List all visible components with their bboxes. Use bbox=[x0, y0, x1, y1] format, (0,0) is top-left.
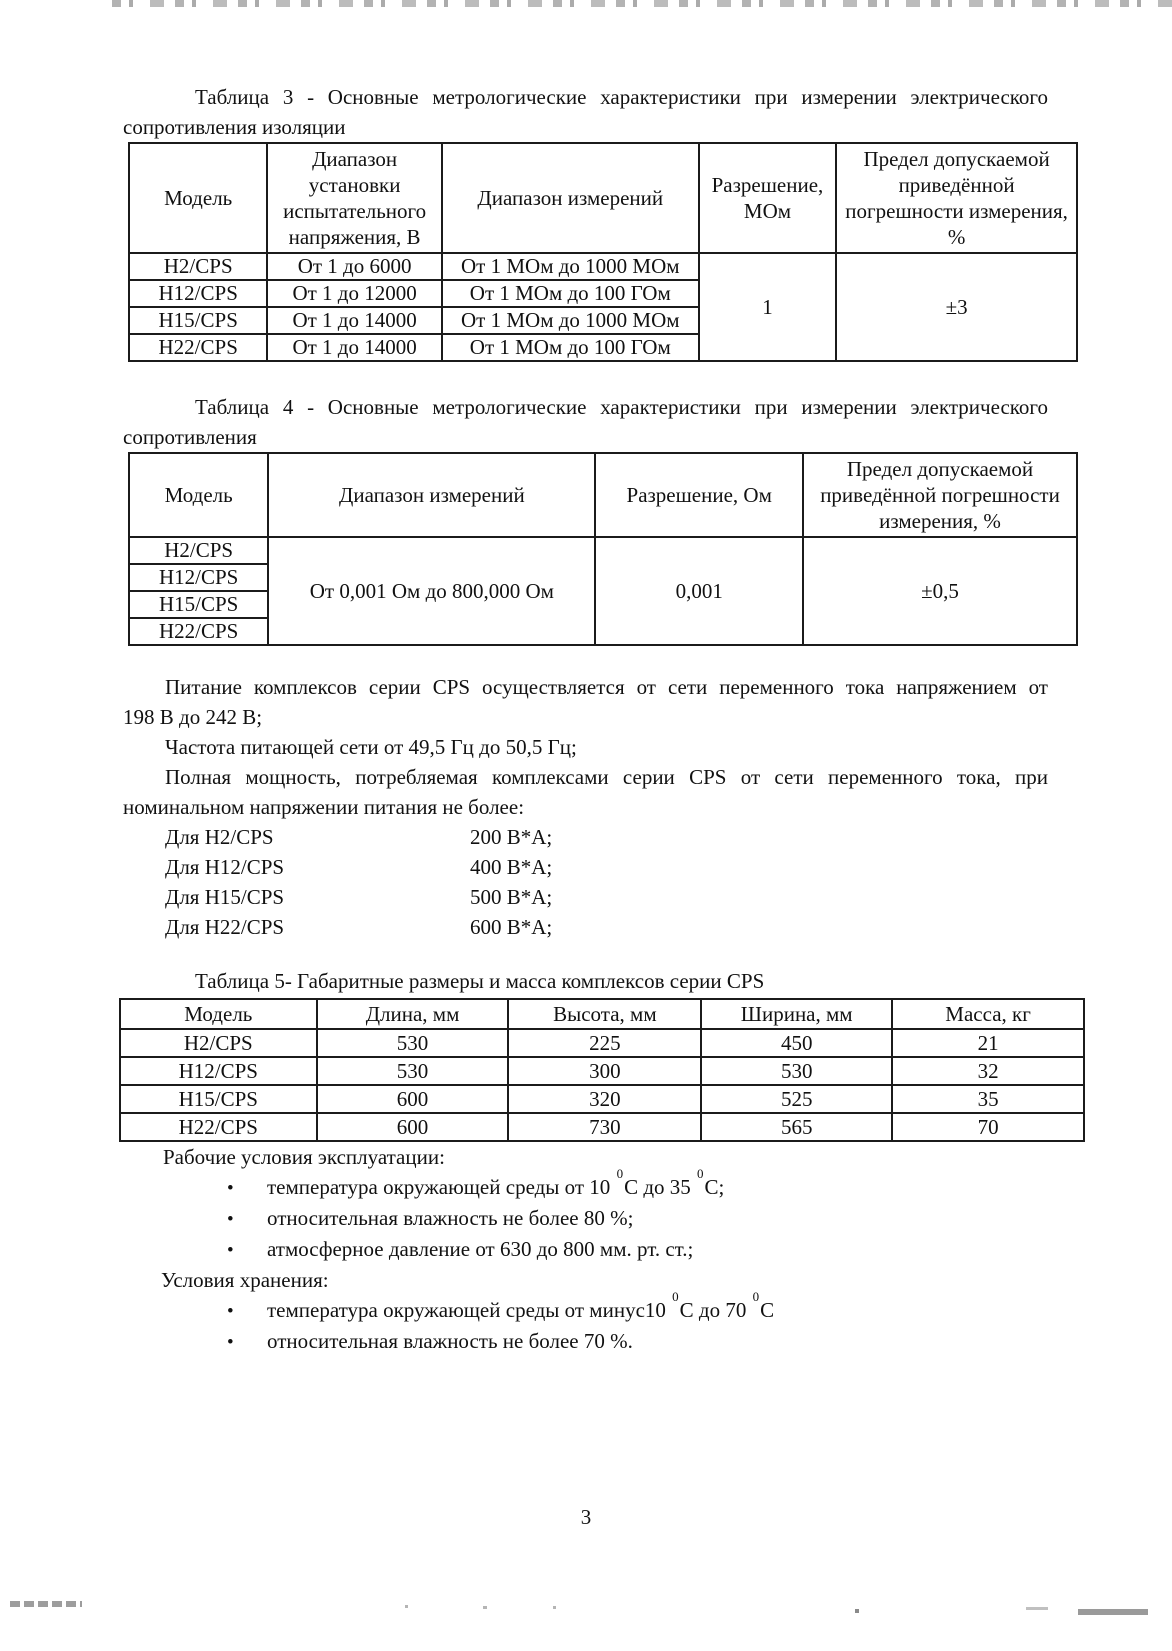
cell-height: 730 bbox=[508, 1113, 701, 1141]
list-item-work-pressure bbox=[123, 1234, 1083, 1265]
storage-conditions-title: Условия хранения: bbox=[161, 1268, 329, 1292]
scan-artifact-top bbox=[112, 0, 1172, 7]
col-header-model: Модель bbox=[120, 999, 317, 1029]
power-value: 600 В*А; bbox=[470, 915, 553, 939]
text-segment: С; bbox=[704, 1175, 725, 1199]
cell-range: От 1 МОм до 1000 МОм bbox=[442, 307, 699, 334]
cell-range: От 1 МОм до 100 ГОм bbox=[442, 280, 699, 307]
table5-dimensions-mass bbox=[119, 998, 1085, 1142]
cell-width: 565 bbox=[701, 1113, 892, 1141]
cell-model: H12/CPS bbox=[129, 564, 268, 591]
cell-height: 300 bbox=[508, 1057, 701, 1085]
text-segment: относительная влажность не более 80 %; bbox=[267, 1206, 634, 1230]
table-row bbox=[129, 537, 1077, 564]
col-header-height: Высота, мм bbox=[508, 999, 701, 1029]
scan-artifact-bottom-left bbox=[10, 1601, 82, 1607]
list-item-work-humidity bbox=[123, 1203, 1083, 1234]
col-header-model: Модель bbox=[129, 453, 268, 537]
cell-width: 525 bbox=[701, 1085, 892, 1113]
table-header-row bbox=[120, 999, 1084, 1029]
cell-model: H15/CPS bbox=[129, 307, 267, 334]
bullet-icon: • bbox=[227, 1301, 234, 1322]
col-header-error-limit: Предел допускаемой приведённой погрешности измерения, % bbox=[803, 453, 1077, 537]
supply-paragraph-line2: 198 В до 242 В; bbox=[123, 705, 263, 729]
cell-mass: 21 bbox=[892, 1029, 1084, 1057]
table-header-row bbox=[129, 453, 1077, 537]
table-header-row bbox=[129, 143, 1077, 253]
col-header-resolution: Разрешение, Ом bbox=[595, 453, 803, 537]
cell-height: 320 bbox=[508, 1085, 701, 1113]
power-paragraph-line1: Полная мощность, потребляемая комплексами серии CPS от сети переменного тока, при bbox=[165, 765, 1048, 789]
power-value: 200 В*А; bbox=[470, 825, 553, 849]
cell-model: H2/CPS bbox=[120, 1029, 317, 1057]
cell-range: От 1 МОм до 1000 МОм bbox=[442, 253, 699, 280]
power-item bbox=[123, 912, 1048, 942]
cell-model: H12/CPS bbox=[129, 280, 267, 307]
power-model-label: Для H15/CPS bbox=[165, 885, 285, 909]
scan-artifact-dot bbox=[405, 1605, 408, 1608]
text-segment: С до 35 bbox=[624, 1175, 697, 1199]
cell-model: H12/CPS bbox=[120, 1057, 317, 1085]
cell-voltage: От 1 до 14000 bbox=[267, 334, 441, 361]
list-item-work-temperature bbox=[123, 1166, 1083, 1203]
cell-height: 225 bbox=[508, 1029, 701, 1057]
table5-caption: Таблица 5- Габаритные размеры и масса комплексов серии CPS bbox=[195, 969, 765, 993]
power-model-label: Для H2/CPS bbox=[165, 825, 274, 849]
power-item bbox=[123, 822, 1048, 852]
bullet-icon: • bbox=[227, 1178, 234, 1199]
superscript: 0 bbox=[616, 1166, 624, 1181]
table3-caption-line1: Таблица 3 - Основные метрологические характеристики при измерении электрического bbox=[195, 85, 1048, 109]
text-segment: температура окружающей среды от минус10 bbox=[267, 1298, 672, 1322]
cell-width: 530 bbox=[701, 1057, 892, 1085]
superscript: 0 bbox=[697, 1166, 704, 1181]
cell-length: 600 bbox=[317, 1113, 509, 1141]
text-segment: относительная влажность не более 70 %. bbox=[267, 1329, 633, 1353]
cell-voltage: От 1 до 14000 bbox=[267, 307, 441, 334]
col-header-resolution: Разрешение, МОм bbox=[699, 143, 836, 253]
bullet-icon: • bbox=[227, 1240, 234, 1261]
superscript: 0 bbox=[672, 1289, 679, 1304]
list-item-storage-humidity bbox=[123, 1326, 1083, 1357]
power-item bbox=[123, 852, 1048, 882]
text-segment: С до 70 bbox=[679, 1298, 752, 1322]
cell-model: H22/CPS bbox=[129, 618, 268, 645]
power-model-label: Для H22/CPS bbox=[165, 915, 285, 939]
table4-caption-line2: сопротивления bbox=[123, 425, 257, 449]
cell-mass: 32 bbox=[892, 1057, 1084, 1085]
cell-mass: 70 bbox=[892, 1113, 1084, 1141]
work-conditions-title: Рабочие условия эксплуатации: bbox=[163, 1145, 445, 1169]
cell-resolution-merged: 1 bbox=[699, 253, 836, 361]
table-row bbox=[129, 253, 1077, 280]
cell-width: 450 bbox=[701, 1029, 892, 1057]
bullet-icon: • bbox=[227, 1209, 234, 1230]
cell-model: H15/CPS bbox=[129, 591, 268, 618]
scan-artifact-dot bbox=[483, 1606, 487, 1609]
col-header-voltage-range: Диапазон установки испытательного напряжения, В bbox=[267, 143, 441, 253]
power-value: 400 В*А; bbox=[470, 855, 553, 879]
cell-error-merged: ±0,5 bbox=[803, 537, 1077, 645]
cell-range-merged: От 0,001 Ом до 800,000 Ом bbox=[268, 537, 595, 645]
table-row bbox=[120, 1029, 1084, 1057]
frequency-line: Частота питающей сети от 49,5 Гц до 50,5 Гц; bbox=[165, 735, 577, 759]
power-paragraph-line2: номинальном напряжении питания не более: bbox=[123, 795, 525, 819]
cell-model: H22/CPS bbox=[120, 1113, 317, 1141]
page-content bbox=[123, 82, 1083, 1357]
col-header-mass: Масса, кг bbox=[892, 999, 1084, 1029]
table3-insulation-resistance bbox=[128, 142, 1078, 362]
cell-error-merged: ±3 bbox=[836, 253, 1077, 361]
cell-voltage: От 1 до 6000 bbox=[267, 253, 441, 280]
cell-resolution-merged: 0,001 bbox=[595, 537, 803, 645]
text-segment: температура окружающей среды от 10 bbox=[267, 1175, 616, 1199]
cell-model: H15/CPS bbox=[120, 1085, 317, 1113]
col-header-width: Ширина, мм bbox=[701, 999, 892, 1029]
cell-length: 530 bbox=[317, 1057, 509, 1085]
text-segment: С bbox=[760, 1298, 775, 1322]
col-header-model: Модель bbox=[129, 143, 267, 253]
power-item bbox=[123, 882, 1048, 912]
cell-voltage: От 1 до 12000 bbox=[267, 280, 441, 307]
cell-length: 530 bbox=[317, 1029, 509, 1057]
table3-caption-line2: сопротивления изоляции bbox=[123, 115, 346, 139]
scan-artifact-dash bbox=[1026, 1607, 1048, 1610]
scan-artifact-bottom-right bbox=[1078, 1609, 1148, 1615]
page-number: 3 bbox=[580, 1505, 592, 1529]
bullet-icon: • bbox=[227, 1332, 234, 1353]
power-value: 500 В*А; bbox=[470, 885, 553, 909]
cell-range: От 1 МОм до 100 ГОм bbox=[442, 334, 699, 361]
power-model-label: Для H12/CPS bbox=[165, 855, 285, 879]
cell-length: 600 bbox=[317, 1085, 509, 1113]
text-segment: атмосферное давление от 630 до 800 мм. рт. ст.; bbox=[267, 1237, 694, 1261]
col-header-measure-range: Диапазон измерений bbox=[268, 453, 595, 537]
list-item-storage-temperature bbox=[123, 1289, 1083, 1326]
cell-mass: 35 bbox=[892, 1085, 1084, 1113]
cell-model: H2/CPS bbox=[129, 537, 268, 564]
scan-artifact-dot bbox=[855, 1609, 859, 1613]
table-row bbox=[120, 1113, 1084, 1141]
supply-paragraph-line1: Питание комплексов серии CPS осуществляется от сети переменного тока напряжением от bbox=[165, 675, 1048, 699]
table4-caption-line1: Таблица 4 - Основные метрологические характеристики при измерении электрического bbox=[195, 395, 1048, 419]
table4-resistance bbox=[128, 452, 1078, 646]
col-header-measure-range: Диапазон измерений bbox=[442, 143, 699, 253]
col-header-error-limit: Предел допускаемой приведённой погрешности измерения, % bbox=[836, 143, 1077, 253]
col-header-length: Длина, мм bbox=[317, 999, 509, 1029]
scan-artifact-dot bbox=[553, 1606, 556, 1609]
cell-model: H2/CPS bbox=[129, 253, 267, 280]
table-row bbox=[120, 1057, 1084, 1085]
cell-model: H22/CPS bbox=[129, 334, 267, 361]
superscript: 0 bbox=[752, 1289, 760, 1304]
table-row bbox=[120, 1085, 1084, 1113]
